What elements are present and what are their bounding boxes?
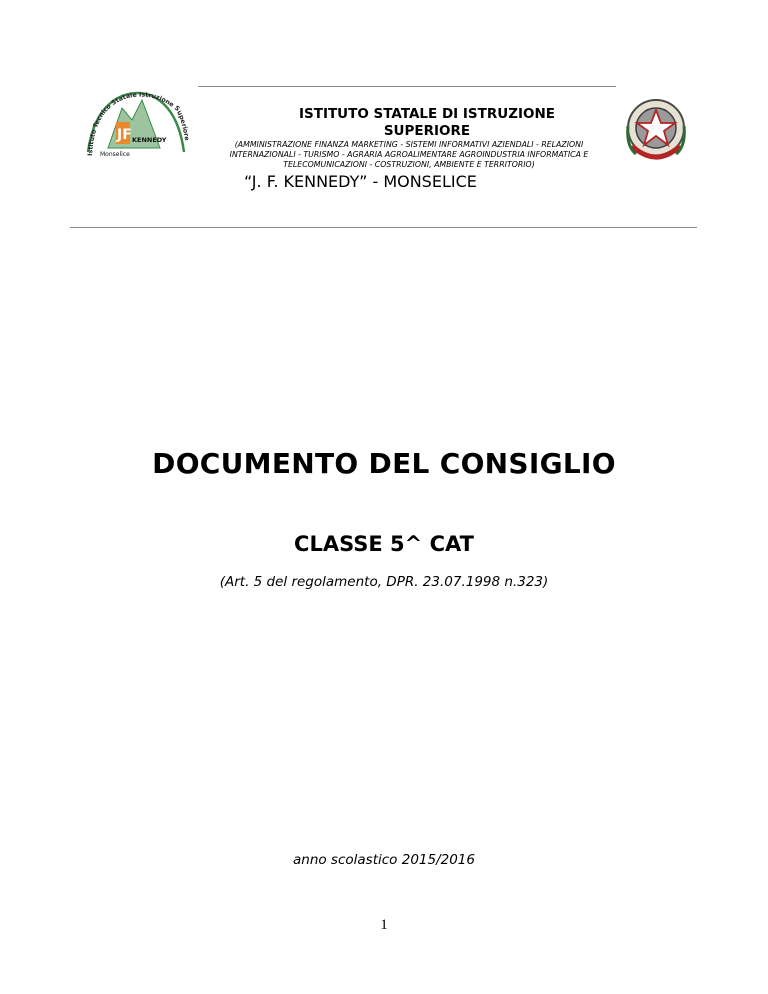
- logo-brand-name: KENNEDY: [132, 136, 167, 144]
- logo-town: Monselice: [100, 151, 130, 158]
- institute-name: ISTITUTO STATALE DI ISTRUZIONE SUPERIORE: [299, 106, 555, 139]
- logo-arc-text: Istituto Tecnico Statale Istruzione Superiore: [87, 91, 190, 157]
- school-year: anno scolastico 2015/2016: [293, 852, 475, 868]
- regulation-note: (Art. 5 del regolamento, DPR. 23.07.1998 n.323): [219, 574, 549, 590]
- class-label: CLASSE 5^ CAT: [294, 532, 474, 556]
- header-bottom-rule: [70, 227, 697, 228]
- institute-courses: (AMMINISTRAZIONE FINANZA MARKETING - SISTEMI INFORMATIVI AZIENDALI - RELAZIONI INTERNAZIONALI - TURISMO - AGRARIA AGROALIMENTARE AGROINDUSTRIA INFORMATICA E TELECOMUNICAZIONI - COSTRUZIONI, AMBIENTE E TERRITORIO): [229, 140, 589, 169]
- logo-brand: JF: [117, 127, 132, 143]
- school-logo: [80, 86, 190, 162]
- italian-republic-emblem-icon: [622, 96, 690, 166]
- institute-place: “J. F. KENNEDY” - MONSELICE: [244, 172, 477, 191]
- header-top-rule: [198, 86, 616, 87]
- document-title: DOCUMENTO DEL CONSIGLIO: [152, 447, 616, 480]
- page-number: 1: [380, 917, 388, 933]
